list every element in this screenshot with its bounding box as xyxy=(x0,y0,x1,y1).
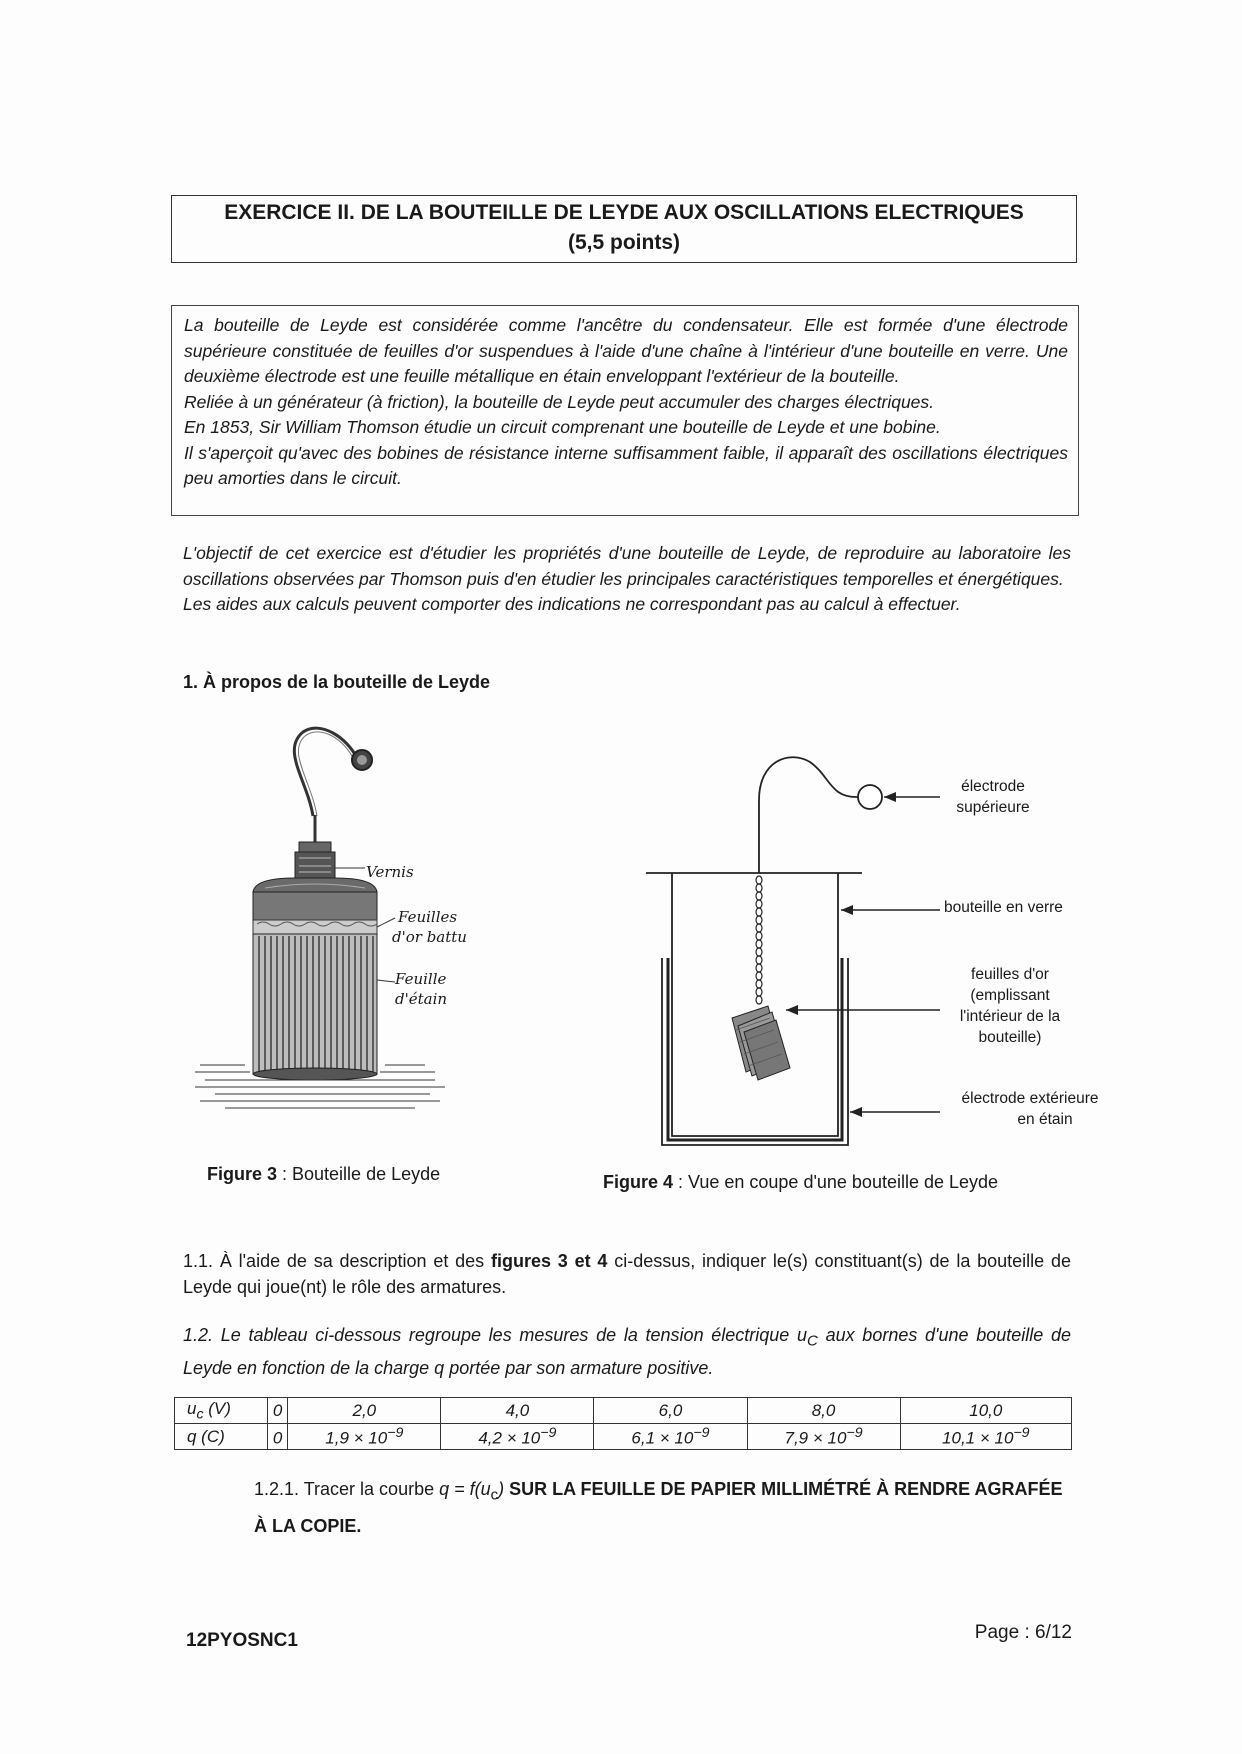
exercise-title: EXERCICE II. DE LA BOUTEILLE DE LEYDE AUX OSCILLATIONS ELECTRIQUES xyxy=(224,201,1024,224)
figure4-label-electrode-ext-line: en étain xyxy=(1017,1111,1073,1128)
figure3-caption-bold: Figure 3 xyxy=(207,1164,278,1184)
table-cell-q xyxy=(268,1424,288,1450)
question-1-2-1-formula-end: ) xyxy=(498,1479,505,1499)
question-1-2-1-text: 1.2.1. Tracer la courbe xyxy=(254,1479,440,1499)
figure4-label-feuilles-line: l'intérieur de la xyxy=(959,1008,1061,1025)
table-cell-uc: 6,0 xyxy=(594,1398,747,1424)
page-number: Page : 6/12 xyxy=(974,1622,1072,1643)
figure4-label-feuilles-line: (emplissant xyxy=(970,987,1050,1004)
exercise-points: (5,5 points) xyxy=(567,231,680,254)
question-1-2-1-formula: q = f(u xyxy=(439,1479,491,1499)
figure3-caption-text: : Bouteille de Leyde xyxy=(277,1164,441,1184)
intro-paragraph: La bouteille de Leyde est considérée comme l'ancêtre du condensateur. Elle est formée d'une électrode supérieure constituée de feuilles d'or suspendues à l'aide d'une chaîne à l'intérieur d'une bouteille en verre. Une deuxième électrode est une feuille métallique en étain enveloppant l'extérieur de la bouteille. xyxy=(184,315,1068,386)
table-cell-q-exp: −9 xyxy=(846,1424,863,1441)
figure3-label-feuille: Feuille xyxy=(395,970,447,988)
question-1-2-text: 1.2. Le tableau ci-dessous regroupe les mesures de la tension électrique xyxy=(183,1325,798,1345)
exercise-title-box xyxy=(171,195,1077,263)
table-cell-q xyxy=(594,1424,747,1450)
figure4-label-electrode-sup-line: électrode xyxy=(961,778,1025,795)
measurement-table xyxy=(174,1397,1072,1450)
objective-paragraph: L'objectif de cet exercice est d'étudier les propriétés d'une bouteille de Leyde, de reproduire au laboratoire les oscillations observées par Thomson puis d'en étudier les principales caractéristiques temporelles et énergétiques. xyxy=(183,543,1071,589)
table-cell-q-exp: −9 xyxy=(693,1424,710,1441)
table-cell-q-mantissa: 7,9 × 10 xyxy=(784,1428,847,1448)
table-cell-uc: 2,0 xyxy=(288,1398,441,1424)
table-row-uc xyxy=(175,1398,1072,1424)
question-1-2-text: aux bornes d'une bouteille de Leyde en fonction de la charge q portée par son armature positive. xyxy=(183,1325,1071,1378)
table-cell-uc: 10,0 xyxy=(900,1398,1071,1424)
table-header-uc-label: u xyxy=(187,1398,197,1418)
figure3-label-etain: d'étain xyxy=(395,990,448,1008)
section-title: 1. À propos de la bouteille de Leyde xyxy=(183,672,491,692)
table-cell-q-exp: −9 xyxy=(387,1424,404,1441)
question-1-2 xyxy=(183,1322,1071,1381)
question-1-2-var: u xyxy=(797,1325,808,1345)
objective-paragraph: Les aides aux calculs peuvent comporter des indications ne correspondant pas au calcul à effectuer. xyxy=(183,594,961,614)
figure4-label-feuilles-line: feuilles d'or xyxy=(971,966,1049,983)
table-header-uc-sub: c xyxy=(196,1406,204,1423)
figure4-cross-section-diagram xyxy=(640,740,970,1150)
table-header-uc-unit: (V) xyxy=(203,1398,231,1418)
table-cell-q-mantissa: 4,2 × 10 xyxy=(478,1428,541,1448)
table-cell-q xyxy=(900,1424,1071,1450)
table-cell-uc: 0 xyxy=(268,1398,288,1424)
figure4-label-electrode-ext xyxy=(940,1088,1120,1130)
table-cell-q-mantissa: 6,1 × 10 xyxy=(631,1428,694,1448)
document-code: 12PYOSNC1 xyxy=(186,1630,298,1651)
figure4-label-bouteille: bouteille en verre xyxy=(944,899,1063,916)
question-1-2-sub: C xyxy=(807,1332,818,1350)
figure3-label-or-battu: d'or battu xyxy=(392,928,467,946)
figure4-label-electrode-sup-line: supérieure xyxy=(956,799,1030,816)
figure3-label-feuilles: Feuilles xyxy=(398,908,458,926)
figure4-label-electrode-ext-line: électrode extérieure xyxy=(961,1090,1099,1107)
table-cell-q-exp: −9 xyxy=(540,1424,557,1441)
figure4-caption-text: : Vue en coupe d'une bouteille de Leyde xyxy=(673,1172,999,1192)
figure4-caption xyxy=(603,1172,998,1193)
intro-paragraph: Reliée à un générateur (à friction), la bouteille de Leyde peut accumuler des charges électriques. xyxy=(184,391,935,412)
table-cell-q xyxy=(441,1424,594,1450)
table-row-q xyxy=(175,1424,1072,1450)
table-cell-q-mantissa: 0 xyxy=(272,1428,283,1448)
table-cell-q xyxy=(288,1424,441,1450)
figure4-label-feuilles xyxy=(940,964,1080,1048)
intro-box xyxy=(171,305,1079,516)
objective-text xyxy=(183,541,1071,618)
table-cell-uc: 4,0 xyxy=(441,1398,594,1424)
intro-paragraph: En 1853, Sir William Thomson étudie un circuit comprenant une bouteille de Leyde et une bobine. xyxy=(184,417,941,437)
table-cell-q xyxy=(747,1424,900,1450)
table-cell-q-mantissa: 10,1 × 10 xyxy=(942,1428,1014,1448)
figure4-label-feuilles-line: bouteille) xyxy=(978,1029,1042,1046)
question-1-2-1-bold: SUR LA FEUILLE DE PAPIER MILLIMÉTRÉ À RENDRE AGRAFÉE À LA COPIE. xyxy=(254,1479,1063,1536)
question-1-2-1-formula-sub: c xyxy=(490,1486,499,1504)
table-header-q: q (C) xyxy=(175,1424,268,1450)
table-header-uc xyxy=(175,1398,268,1424)
question-1-2-1 xyxy=(254,1474,1074,1541)
question-1-1-text: 1.1. À l'aide de sa description et des xyxy=(183,1251,491,1271)
figure4-label-electrode-sup xyxy=(938,776,1048,818)
question-1-1 xyxy=(183,1248,1071,1300)
table-cell-uc: 8,0 xyxy=(747,1398,900,1424)
question-1-1-text: ci-dessus, indiquer le(s) constituant(s) de la bouteille de Leyde qui joue(nt) le rôle des armatures. xyxy=(183,1251,1072,1297)
intro-paragraph: Il s'aperçoit qu'avec des bobines de résistance interne suffisamment faible, il apparaît des oscillations électriques peu amorties dans le circuit. xyxy=(184,442,1068,488)
table-cell-q-exp: −9 xyxy=(1013,1424,1030,1441)
figure3-caption xyxy=(207,1164,440,1185)
figure4-caption-bold: Figure 4 xyxy=(603,1172,674,1192)
table-cell-q-mantissa: 1,9 × 10 xyxy=(325,1428,388,1448)
question-1-1-bold: figures 3 et 4 xyxy=(490,1251,608,1271)
figure3-label-vernis: Vernis xyxy=(366,863,414,881)
